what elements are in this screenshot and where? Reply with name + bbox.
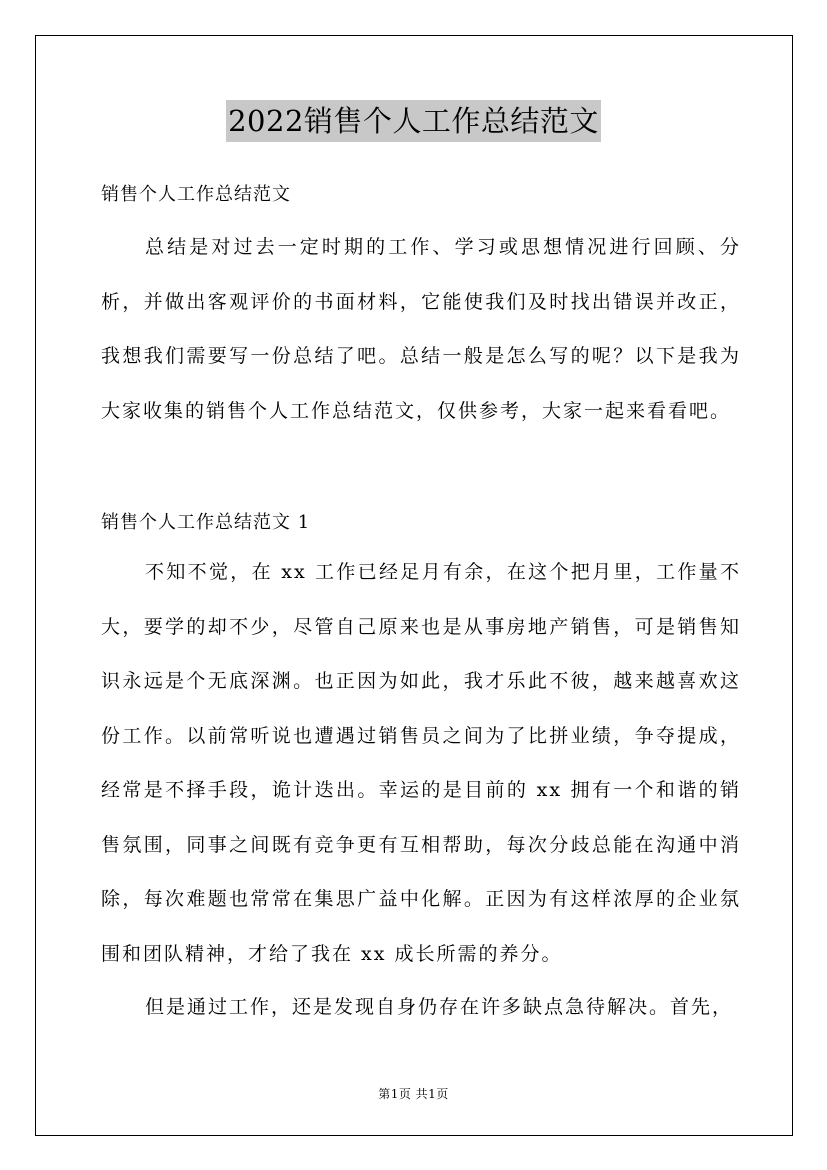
document-title: 2022销售个人工作总结范文 [226, 100, 601, 142]
intro-paragraph: 总结是对过去一定时期的工作、学习或思想情况进行回顾、分析，并做出客观评价的书面材料，它能使我们及时找出错误并改正，我想我们需要写一份总结了吧。总结一般是怎么写的呢？以下是我为大家收集的销售个人工作总结范文，仅供参考，大家一起来看看吧。 [101, 236, 741, 422]
document-subtitle: 销售个人工作总结范文 [101, 184, 291, 205]
body-paragraph-continued: 但是通过工作，还是发现自身仍存在许多缺点急待解决。首先， [145, 996, 734, 1018]
body-paragraph: 不知不觉，在 xx 工作已经足月有余，在这个把月里，工作量不大，要学的却不少，尽管自己原来也是从事房地产销售，可是销售知识永远是个无底深渊。也正因为如此，我才乐此不彼，越来越喜欢这份工作。以前常听说也遭遇过销售员之间为了比拼业绩，争夺提成，经常是不择手段，诡计迭出。幸运的是目前的 xx 拥有一个和谐的销售氛围，同事之间既有竞争更有互相帮助，每次分歧总能在沟通中消除，每次难题也常常在集思广益中化解。正因为有这样浓厚的企业氛围和团队精神，才给了我在 xx 成长所需的养分。 [101, 561, 741, 965]
page-footer: 第1页 共1页 [378, 1087, 449, 1101]
section-heading: 销售个人工作总结范文 1 [101, 512, 311, 533]
title-container [0, 100, 827, 142]
